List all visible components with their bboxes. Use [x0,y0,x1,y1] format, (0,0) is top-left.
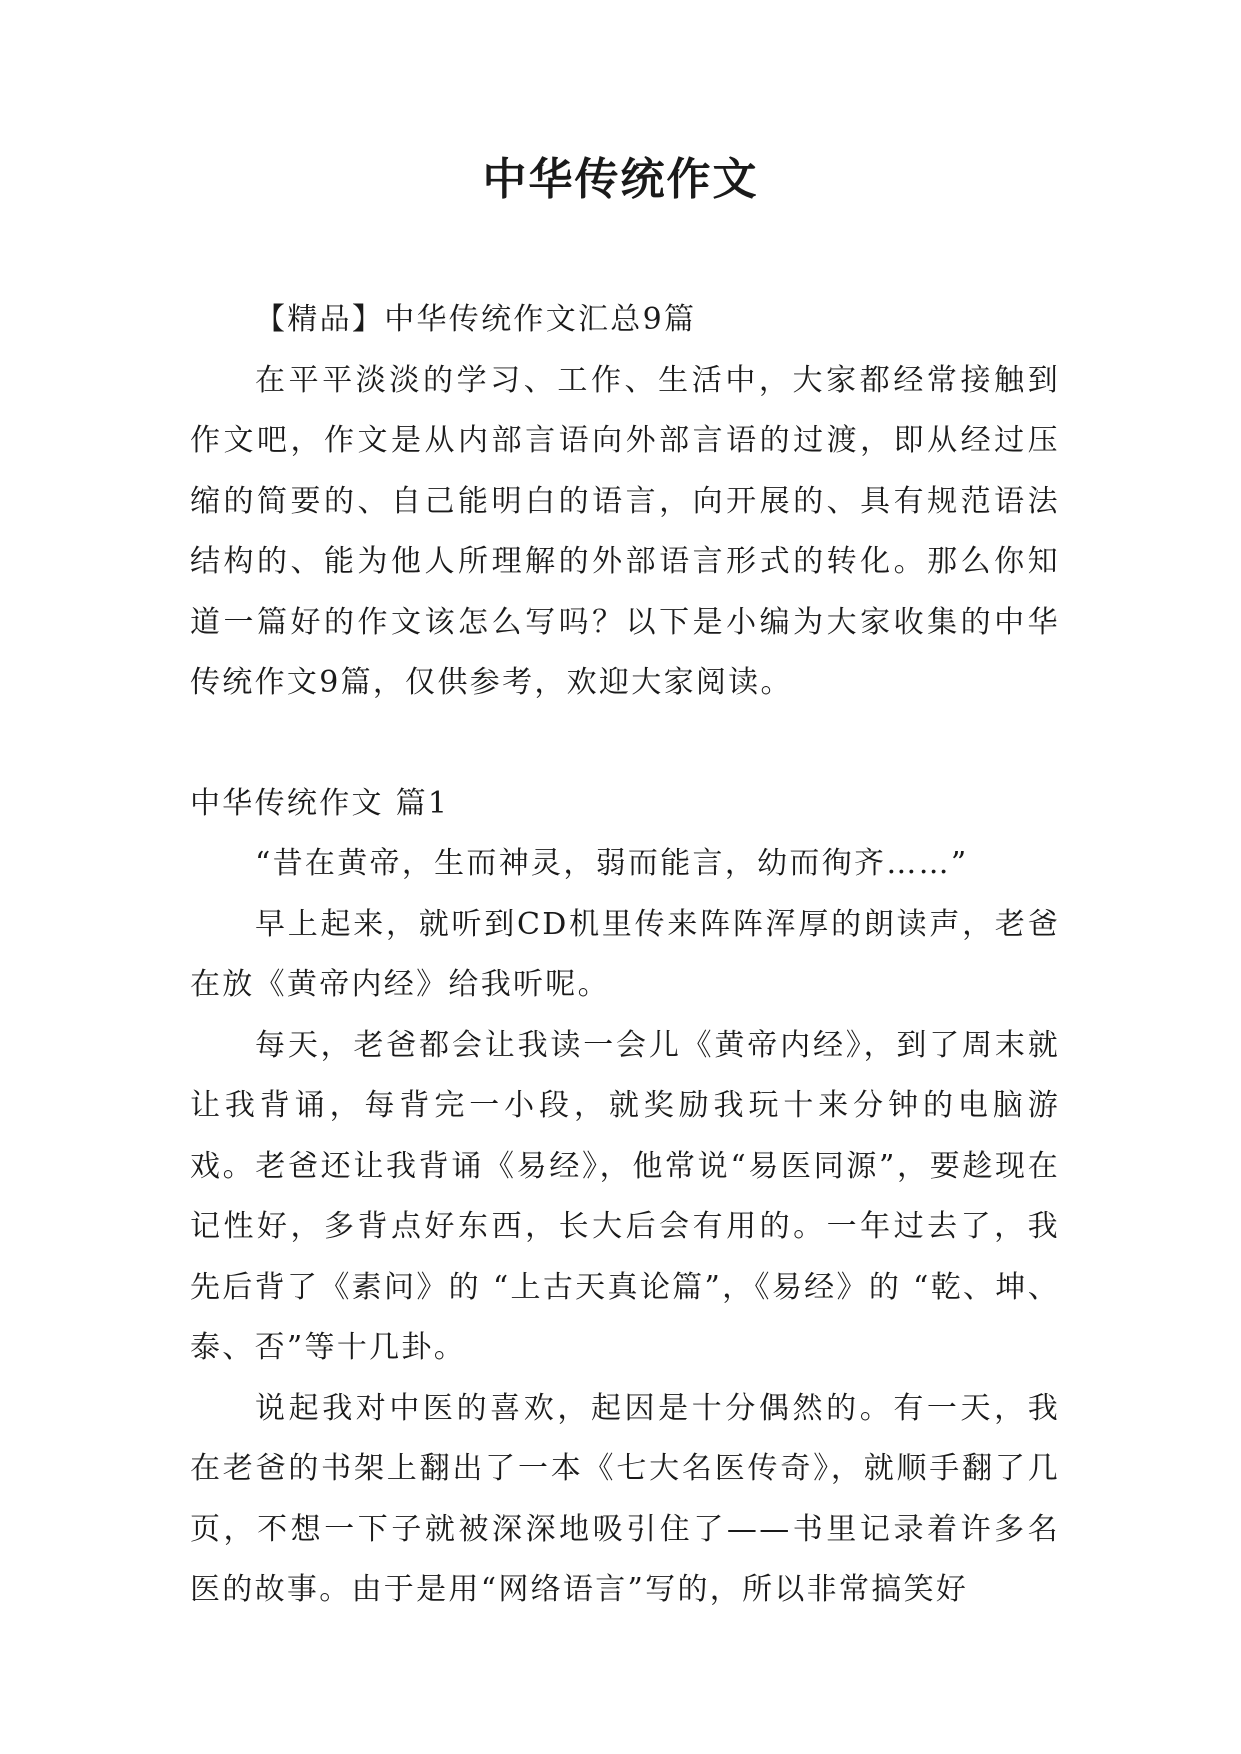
paragraph-quote: “昔在黄帝，生而神灵，弱而能言，幼而徇齐……” [255,846,969,881]
paragraph: 早上起来，就听到CD机里传来阵阵浑厚的朗读声，老爸在放《黄帝内经》给我听呢。 [190,906,1060,1002]
paragraph: 说起我对中医的喜欢，起因是十分偶然的。有一天，我在老爸的书架上翻出了一本《七大名医传奇》，就顺手翻了几页，不想一下子就被深深地吸引住了——书里记录着许多名医的故事。由于是用“网络语言”写的，所以非常搞笑好 [190,1390,1060,1607]
intro-heading: 【精品】中华传统作文汇总9篇 [255,302,697,337]
section-spacer [190,714,1060,774]
document-body [190,290,1060,1621]
paragraph: 每天，老爸都会让我读一会儿《黄帝内经》，到了周末就让我背诵，每背完一小段，就奖励我玩十来分钟的电脑游戏。老爸还让我背诵《易经》，他常说“易医同源”，要趁现在记性好，多背点好东西，长大后会有用的。一年过去了，我先后背了《素问》的 “上古天真论篇”，《易经》的 “乾、坤、泰、否”等十几卦。 [190,1027,1060,1365]
document-title: 中华传统作文 [482,154,759,205]
intro-paragraph: 在平平淡淡的学习、工作、生活中，大家都经常接触到作文吧，作文是从内部言语向外部言语的过渡，即从经过压缩的简要的、自己能明白的语言，向开展的、具有规范语法结构的、能为他人所理解的外部语言形式的转化。那么你知道一篇好的作文该怎么写吗？以下是小编为大家收集的中华传统作文9篇，仅供参考，欢迎大家阅读。 [190,362,1060,700]
section-heading: 中华传统作文 篇1 [190,785,450,821]
